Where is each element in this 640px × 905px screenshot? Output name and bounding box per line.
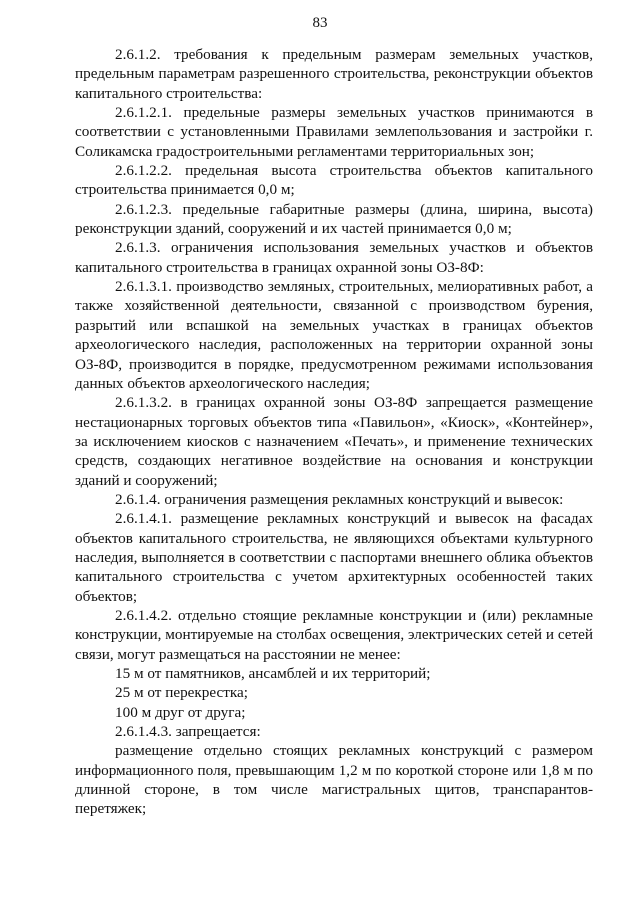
paragraph-2-6-1-3: 2.6.1.3. ограничения использования земельных участков и объектов капитального строительства в границах охранной зоны ОЗ-8Ф:: [75, 239, 593, 276]
paragraph-2-6-1-3-1: 2.6.1.3.1. производство земляных, строительных, мелиоративных работ, а также хозяйственной деятельности, связанной с производством бурения, разрытий или вспашкой на земельных участках в границах объектов археологического наследия, расположенных на территории охранной зоны ОЗ-8Ф, производится в порядке, предусмотренном режимами использования данных объектов археологического наследия;: [75, 278, 593, 392]
paragraph-2-6-1-2-2: 2.6.1.2.2. предельная высота строительства объектов капитального строительства принимается 0,0 м;: [75, 162, 593, 199]
paragraph-2-6-1-4: 2.6.1.4. ограничения размещения рекламных конструкций и вывесок:: [115, 490, 564, 508]
document-body: [75, 45, 593, 819]
paragraph-2-6-1-2-3: 2.6.1.2.3. предельные габаритные размеры (длина, ширина, высота) реконструкции зданий, сооружений и их частей принимается 0,0 м;: [75, 200, 593, 238]
distance-item-intersection: 25 м от перекрестка;: [115, 684, 249, 702]
paragraph-2-6-1-4-1: 2.6.1.4.1. размещение рекламных конструкций и вывесок на фасадах объектов капитального строительства, не являющихся объектами культурного наследия, выполняется в соответствии с паспортами внешнего облика объектов капитального строительства с учетом архитектурных особенностей таких объектов;: [75, 510, 593, 605]
paragraph-2-6-1-2-1: 2.6.1.2.1. предельные размеры земельных участков принимаются в соответствии с установленными Правилами землепользования и застройки г. Соликамска градостроительными регламентами территориальных зон;: [75, 104, 593, 160]
distance-item-between: 100 м друг от друга;: [115, 703, 246, 721]
paragraph-2-6-1-3-2: 2.6.1.3.2. в границах охранной зоны ОЗ-8Ф запрещается размещение нестационарных торговых объектов типа «Павильон», «Киоск», «Контейнер», за исключением киосков с назначением «Печать», и применение технических средств, создающих негативное воздействие на основания и конструкции зданий и сооружений;: [75, 394, 593, 489]
distance-item-monuments: 15 м от памятников, ансамблей и их территорий;: [115, 665, 431, 682]
paragraph-2-6-1-4-3: 2.6.1.4.3. запрещается:: [115, 723, 261, 741]
page-number: 83: [312, 15, 328, 31]
paragraph-2-6-1-4-2: 2.6.1.4.2. отдельно стоящие рекламные конструкции и (или) рекламные конструкции, монтируемые на столбах освещения, электрических сетей и сетей связи, могут размещаться на расстоянии не менее:: [75, 606, 593, 663]
paragraph-prohibition-detail: размещение отдельно стоящих рекламных конструкций с размером информационного поля, превышающим 1,2 м по короткой стороне или 1,8 м по длинной стороне, в том числе магистральных щитов, транспарантов-перетяжек;: [75, 742, 593, 818]
paragraph-2-6-1-2: 2.6.1.2. требования к предельным размерам земельных участков, предельным параметрам разрешенного строительства, реконструкции объектов капитального строительства:: [75, 46, 593, 102]
